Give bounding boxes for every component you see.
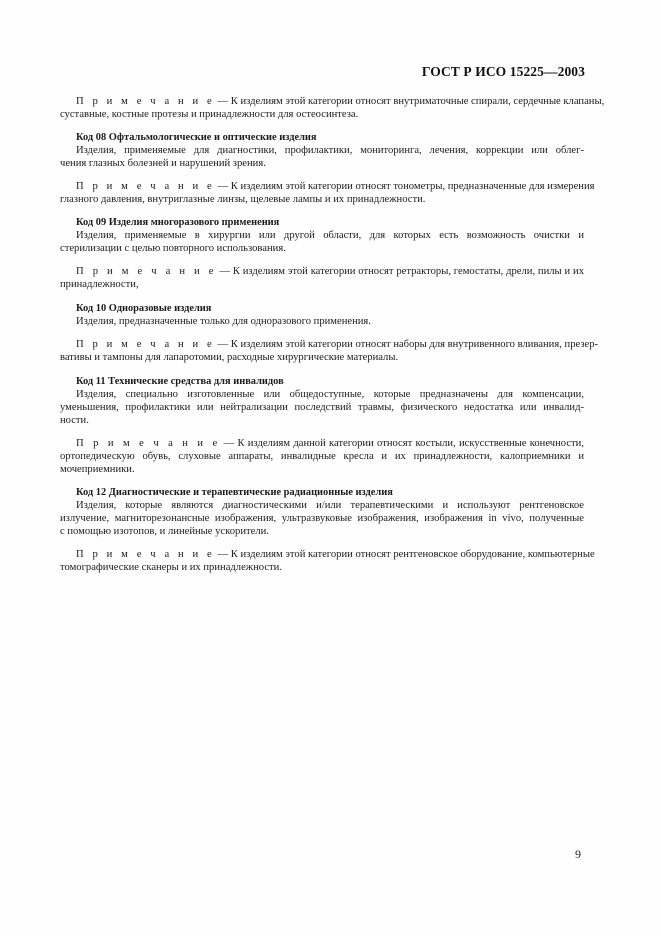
page-number: 9	[575, 847, 581, 861]
note-label: П р и м е ч а н и е	[76, 339, 215, 350]
note-line: глазного давления, внутриглазные линзы, щелевые лампы и их принадлежности.	[60, 194, 426, 205]
section-heading: Код 11 Технические средства для инвалидов	[76, 376, 284, 387]
paragraph-line: ности.	[60, 415, 89, 426]
paragraph-line: Изделия, предназначенные только для одноразового применения.	[76, 316, 371, 327]
paragraph-line: Изделия, применяемые для диагностики, профилактики, мониторинга, лечения, коррекции или облег-	[76, 145, 584, 156]
note-line: вативы и тампоны для лапаротомии, расходные хирургические материалы.	[60, 352, 399, 363]
section-heading: Код 12 Диагностические и терапевтические радиационные изделия	[76, 487, 393, 498]
note-line: мочеприемники.	[60, 464, 135, 475]
note-line	[60, 338, 599, 351]
note-text: — К изделиям этой категории относят внутриматочные спирали, сердечные клапаны,	[214, 96, 605, 107]
paragraph-line: Изделия, специально изготовленные или общедоступные, которые предназначены для компенсации,	[76, 389, 584, 400]
note-line	[60, 548, 595, 561]
note-line	[60, 180, 595, 193]
note-line	[60, 265, 584, 278]
note-label: П р и м е ч а н и е	[76, 96, 215, 107]
note-line	[60, 95, 605, 108]
note-label: П р и м е ч а н и е	[76, 549, 215, 560]
note-text: — К изделиям этой категории относят тонометры, предназначенные для измерения	[214, 181, 595, 192]
paragraph-line: чения глазных болезней и нарушений зрения.	[60, 158, 266, 169]
paragraph-line: стерилизации с целью повторного использования.	[60, 243, 286, 254]
note-label: П р и м е ч а н и е	[76, 438, 221, 449]
paragraph-line: Изделия, которые являются диагностическими и/или терапевтическими и используют рентгеновское	[76, 500, 584, 511]
note-label: П р и м е ч а н и е	[76, 266, 217, 277]
note-line	[60, 437, 584, 450]
document-header: ГОСТ Р ИСО 15225—2003	[421, 64, 585, 79]
paragraph-line: излучение, магниторезонансные изображения, ультразвуковые изображения, изображения in vivo, полученные	[60, 513, 584, 524]
note-line: томографические сканеры и их принадлежности.	[60, 562, 282, 573]
note-label: П р и м е ч а н и е	[76, 181, 215, 192]
note-text: — К изделиям этой категории относят ретракторы, гемостаты, дрели, пилы и их	[216, 266, 584, 277]
paragraph-line: с помощью изотопов, и линейные ускорители.	[60, 526, 269, 537]
note-line: принадлежности,	[60, 279, 139, 290]
section-heading: Код 08 Офтальмологические и оптические изделия	[76, 132, 317, 143]
section-heading: Код 10 Одноразовые изделия	[76, 303, 212, 314]
note-text: — К изделиям данной категории относят костыли, искусственные конечности,	[220, 438, 584, 449]
note-text: — К изделиям этой категории относят рентгеновское оборудование, компьютерные	[214, 549, 595, 560]
section-heading: Код 09 Изделия многоразового применения	[76, 217, 280, 228]
note-line: суставные, костные протезы и принадлежности для остеосинтеза.	[60, 109, 359, 120]
note-line: ортопедическую обувь, слуховые аппараты, инвалидные кресла и их принадлежности, калоприемники и	[60, 451, 584, 462]
paragraph-line: Изделия, применяемые в хирургии или другой области, для которых есть возможность очистки и	[76, 230, 584, 241]
note-text: — К изделиям этой категории относят наборы для внутривенного вливания, презер-	[214, 339, 599, 350]
paragraph-line: уменьшения, профилактики или нейтрализации последствий травмы, физического недостатка или инвалид-	[60, 402, 584, 413]
